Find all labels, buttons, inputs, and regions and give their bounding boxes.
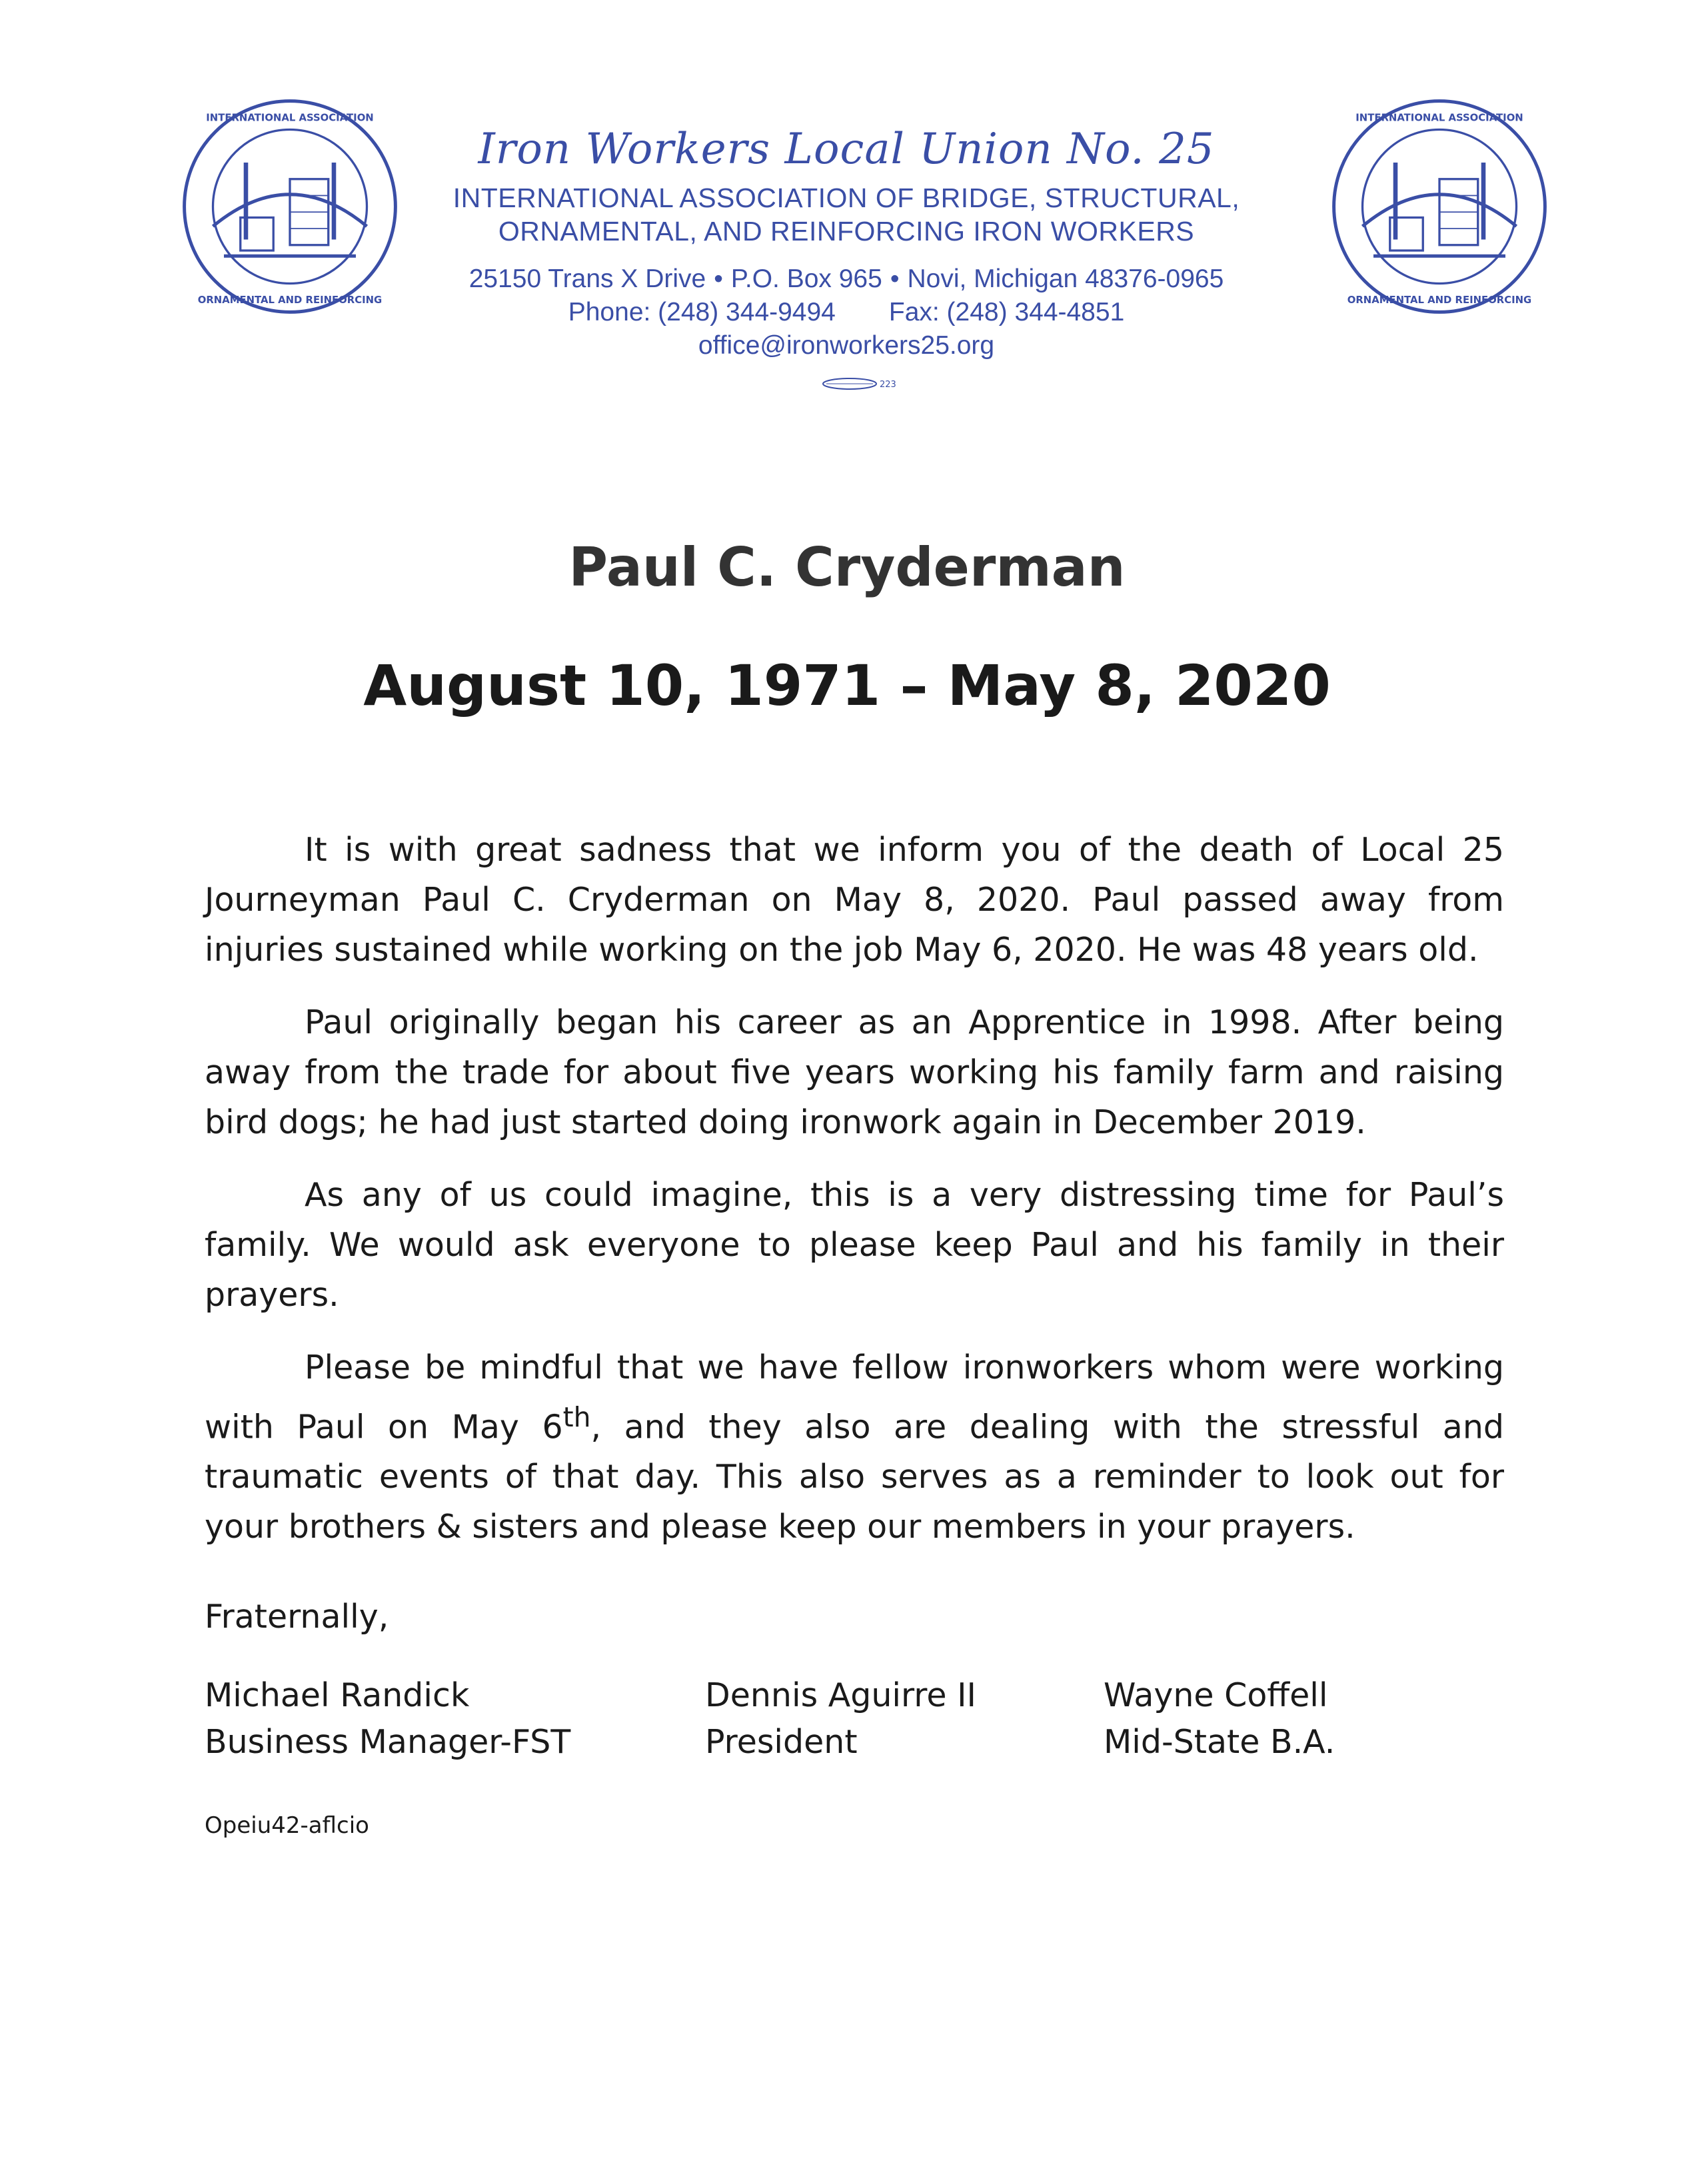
po-box: P.O. Box 965: [730, 265, 882, 293]
fax-number: Fax: (248) 344-4851: [888, 298, 1125, 326]
signatory-title: Mid-State B.A.: [1104, 1723, 1335, 1761]
contact-line: [373, 296, 1319, 329]
signatory-title: Business Manager-FST: [205, 1723, 571, 1761]
svg-text:INTERNATIONAL ASSOCIATION: INTERNATIONAL ASSOCIATION: [1355, 111, 1523, 124]
ordinal-suffix: th: [562, 1401, 591, 1433]
svg-text:ORNAMENTAL AND REINFORCING: ORNAMENTAL AND REINFORCING: [197, 294, 383, 306]
bullet-separator: •: [714, 265, 723, 293]
city-state-zip: Novi, Michigan 48376-0965: [907, 265, 1224, 293]
signatory-3: [1104, 1672, 1335, 1766]
paragraph-4: [205, 1343, 1504, 1552]
seal-emblem-icon: [180, 97, 400, 316]
email-address[interactable]: office@ironworkers25.org: [698, 331, 995, 360]
street-address: 25150 Trans X Drive: [468, 265, 706, 293]
seal-emblem-icon: [1329, 97, 1549, 316]
svg-text:INTERNATIONAL ASSOCIATION: INTERNATIONAL ASSOCIATION: [206, 111, 374, 124]
deceased-name: Paul C. Cryderman: [568, 536, 1126, 598]
association-line-2: ORNAMENTAL, AND REINFORCING IRON WORKERS: [498, 216, 1195, 247]
paragraph-4-part-2: , and they also are dealing with the stressful and traumatic events of that day. This also serves as a reminder to look out for your brothers & sisters and please keep our members in your prayers.: [205, 1408, 1504, 1546]
paragraph-1: It is with great sadness that we inform you of the death of Local 25 Journeyman Paul C. Cryderman on May 8, 2020. Paul passed away from injuries sustained while working on the job May 6, 2020. He was 48 years old.: [205, 831, 1504, 969]
signatory-name: Dennis Aguirre II: [705, 1676, 976, 1714]
phone-number: Phone: (248) 344-9494: [568, 298, 836, 326]
signatory-title: President: [705, 1723, 858, 1761]
letter-body: [205, 825, 1504, 1574]
paragraph-4-part-1: Please be mindful that we have fellow ironworkers whom were working with Paul on May 6: [205, 1349, 1504, 1446]
union-name: Iron Workers Local Union No. 25: [478, 125, 1215, 174]
signatory-name: Michael Randick: [205, 1676, 470, 1714]
closing-salutation: Fraternally,: [205, 1598, 389, 1636]
typist-reference: Opeiu42-aflcio: [205, 1812, 369, 1839]
paragraph-3: As any of us could imagine, this is a very distressing time for Paul’s family. We would ask everyone to please keep Paul and his family in their prayers.: [205, 1176, 1504, 1314]
signatory-1: [205, 1672, 570, 1766]
signatory-name: Wayne Coffell: [1104, 1676, 1328, 1714]
association-line-1: INTERNATIONAL ASSOCIATION OF BRIDGE, STRUCTURAL,: [452, 183, 1240, 213]
life-dates: August 10, 1971 – May 8, 2020: [363, 653, 1331, 718]
union-bug-number: 223: [880, 380, 896, 390]
paragraph-2: Paul originally began his career as an Apprentice in 1998. After being away from the trade for about five years working his family farm and raising bird dogs; he had just started doing ironwork again in December 2019.: [205, 1003, 1504, 1141]
signatory-2: [705, 1672, 976, 1766]
address-line: [373, 263, 1319, 296]
bullet-separator: •: [890, 265, 900, 293]
association-seal-right: [1329, 97, 1549, 316]
union-bug-icon: [816, 376, 910, 391]
svg-text:ORNAMENTAL AND REINFORCING: ORNAMENTAL AND REINFORCING: [1347, 294, 1532, 306]
letterhead: [373, 121, 1319, 362]
association-seal-left: [180, 97, 400, 316]
